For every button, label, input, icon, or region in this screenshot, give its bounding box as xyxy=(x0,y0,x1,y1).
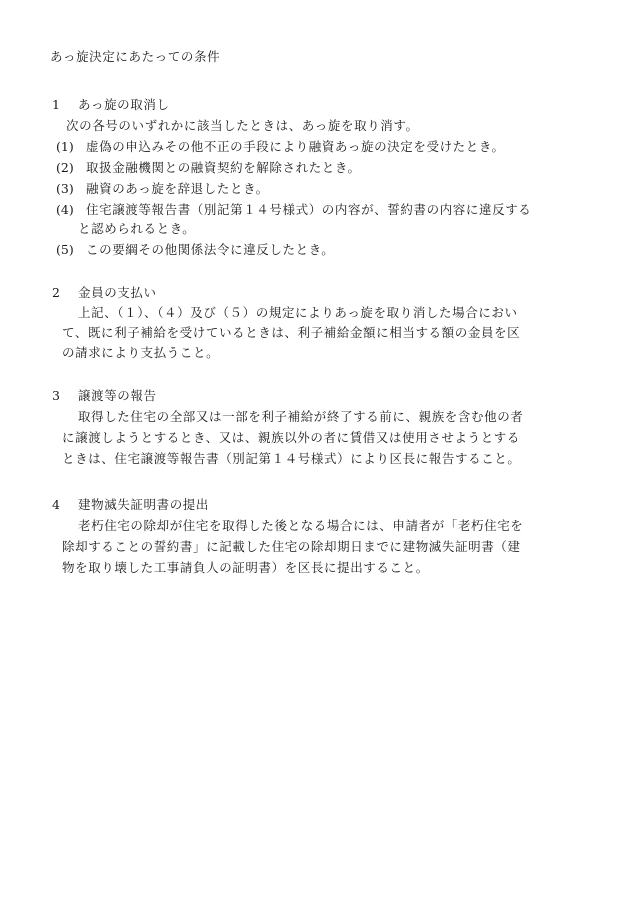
section-text: ときは、住宅譲渡等報告書（別記第１４号様式）により区長に報告すること。 xyxy=(62,451,521,466)
item-text: 虚偽の申込みその他不正の手段により融資あっ旋の決定を受けたとき。 xyxy=(86,139,505,154)
section-text: 取得した住宅の全部又は一部を利子補給が終了する前に、親族を含む他の者 xyxy=(78,409,524,424)
item-marker: (4) xyxy=(56,202,74,217)
item-text: 住宅譲渡等報告書（別記第１４号様式）の内容が、誓約書の内容に違反する xyxy=(86,202,532,217)
section-text: 除却することの誓約書」に記載した住宅の除却期日までに建物滅失証明書（建 xyxy=(62,539,521,554)
item-text: 取扱金融機関との融資契約を解除されたとき。 xyxy=(86,160,361,175)
section-intro: 次の各号のいずれかに該当したときは、あっ旋を取り消す。 xyxy=(66,118,419,133)
item-marker: (3) xyxy=(56,181,74,196)
section-heading: 金員の支払い xyxy=(78,285,157,300)
document-title: あっ旋決定にあたっての条件 xyxy=(50,49,221,64)
section-text: 老朽住宅の除却が住宅を取得した後となる場合には、申請者が「老朽住宅を xyxy=(78,518,524,533)
section-heading: あっ旋の取消し xyxy=(78,97,170,112)
item-marker: (5) xyxy=(56,242,74,257)
item-marker: (2) xyxy=(56,160,74,175)
section-text: の請求により支払うこと。 xyxy=(62,345,220,360)
item-marker: (1) xyxy=(56,139,74,154)
section-text: て、既に利子補給を受けているときは、利子補給金額に相当する額の金員を区 xyxy=(62,325,521,340)
item-text-continued: と認められるとき。 xyxy=(78,221,196,236)
item-text: この要綱その他関係法令に違反したとき。 xyxy=(86,242,335,257)
section-text: 物を取り壊した工事請負人の証明書）を区長に提出すること。 xyxy=(62,560,429,575)
section-text: に譲渡しようとするとき、又は、親族以外の者に賃借又は使用させようとする xyxy=(62,430,521,445)
section-number: 1 xyxy=(52,97,60,112)
section-text: 上記、（１）、（４）及び（５）の規定によりあっ旋を取り消した場合におい xyxy=(78,305,518,320)
item-text: 融資のあっ旋を辞退したとき。 xyxy=(86,181,269,196)
section-number: 2 xyxy=(52,285,60,300)
section-heading: 建物滅失証明書の提出 xyxy=(78,497,210,512)
section-number: 3 xyxy=(52,388,60,403)
section-heading: 譲渡等の報告 xyxy=(78,388,157,403)
section-number: 4 xyxy=(52,497,60,512)
